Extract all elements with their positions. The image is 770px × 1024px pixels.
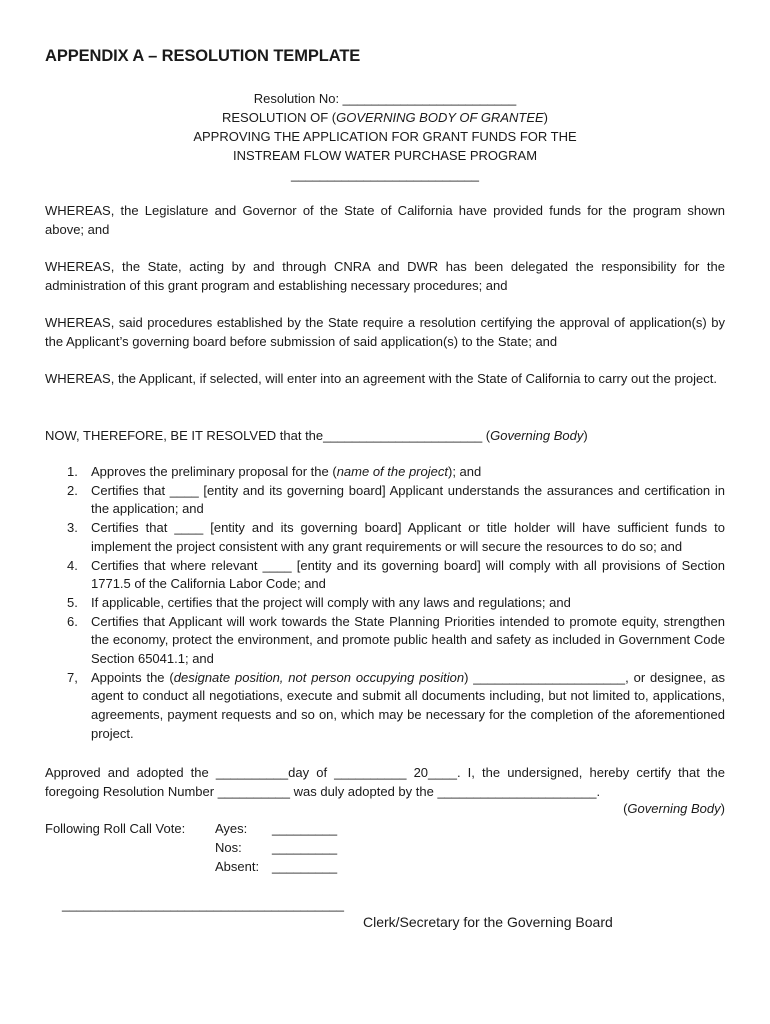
signature-line: _______________________________________ — [62, 897, 344, 912]
list-item: 3. Certifies that ____ [entity and its governing board] Applicant or title holder will have sufficient funds to implement the project consistent with any grant requirements or will secure the resources to do so; and — [67, 520, 725, 554]
resolution-header — [45, 89, 725, 184]
list-item: 6. Certifies that Applicant will work towards the State Planning Priorities intended to promote equity, strengthen the economy, protect the environment, and promote public health and safety as included in Government Code Section 65041.1; and — [67, 613, 725, 667]
whereas-paragraph-4: WHEREAS, the Applicant, if selected, will enter into an agreement with the State of California to carry out the project. — [45, 371, 718, 386]
resolution-subject-line-1: APPROVING THE APPLICATION FOR GRANT FUNDS FOR THE — [193, 129, 577, 144]
resolution-subject-line-2: INSTREAM FLOW WATER PURCHASE PROGRAM — [232, 148, 538, 163]
whereas-paragraph-1: WHEREAS, the Legislature and Governor of the State of California have provided funds for the program shown above; and — [45, 203, 725, 237]
clerk-signature-label: Clerk/Secretary for the Governing Board — [363, 914, 613, 930]
list-item: 2. Certifies that ____ [entity and its governing board] Applicant understands the assurances and certification in the application; and — [67, 482, 725, 517]
whereas-paragraph-2: WHEREAS, the State, acting by and through CNRA and DWR has been delegated the responsibility for the administration of this grant program and establishing necessary procedures; and — [45, 259, 725, 293]
resolution-number: Resolution No: ________________________ — [253, 91, 517, 106]
list-item: 7, Appoints the (designate position, not person occupying position) _____________________, or designee, as agent to conduct all negotiations, execute and submit all documents including, but not limited to, applications, agreements, payment requests and so on, which may be necessary for the completion of the aforementioned project. — [67, 669, 726, 741]
roll-call-row-nos: Nos: _________ — [215, 840, 338, 855]
roll-call-label: Following Roll Call Vote: — [45, 821, 186, 836]
governing-body-note: (Governing Body) — [623, 801, 725, 816]
whereas-paragraph-3: WHEREAS, said procedures established by the State require a resolution certifying the approval of application(s) by the Applicant’s governing board before submission of said application(s) to the State; and — [45, 315, 725, 349]
roll-call-row-absent: Absent: _________ — [215, 859, 338, 874]
list-item: 1. Approves the preliminary proposal for the (name of the project); and — [67, 464, 482, 479]
roll-call-row-ayes: Ayes: _________ — [215, 821, 338, 836]
resolved-paragraph: NOW, THEREFORE, BE IT RESOLVED that the______________________ (Governing Body) — [45, 428, 588, 443]
approved-paragraph: Approved and adopted the __________day of __________ 20____. I, the undersigned, hereby certify that the foregoing Resolution Number __________ was duly adopted by the ______________________. — [45, 765, 725, 799]
resolution-of: RESOLUTION OF (GOVERNING BODY OF GRANTEE) — [221, 110, 549, 125]
page-title: APPENDIX A – RESOLUTION TEMPLATE — [45, 47, 361, 65]
list-item: 4. Certifies that where relevant ____ [entity and its governing board] will comply with all provisions of Section 1771.5 of the California Labor Code; and — [67, 557, 725, 592]
resolution-rule-line: __________________________ — [291, 167, 479, 182]
list-item: 5. If applicable, certifies that the project will comply with any laws and regulations; and — [67, 594, 571, 610]
resolution-items-list — [45, 463, 725, 744]
